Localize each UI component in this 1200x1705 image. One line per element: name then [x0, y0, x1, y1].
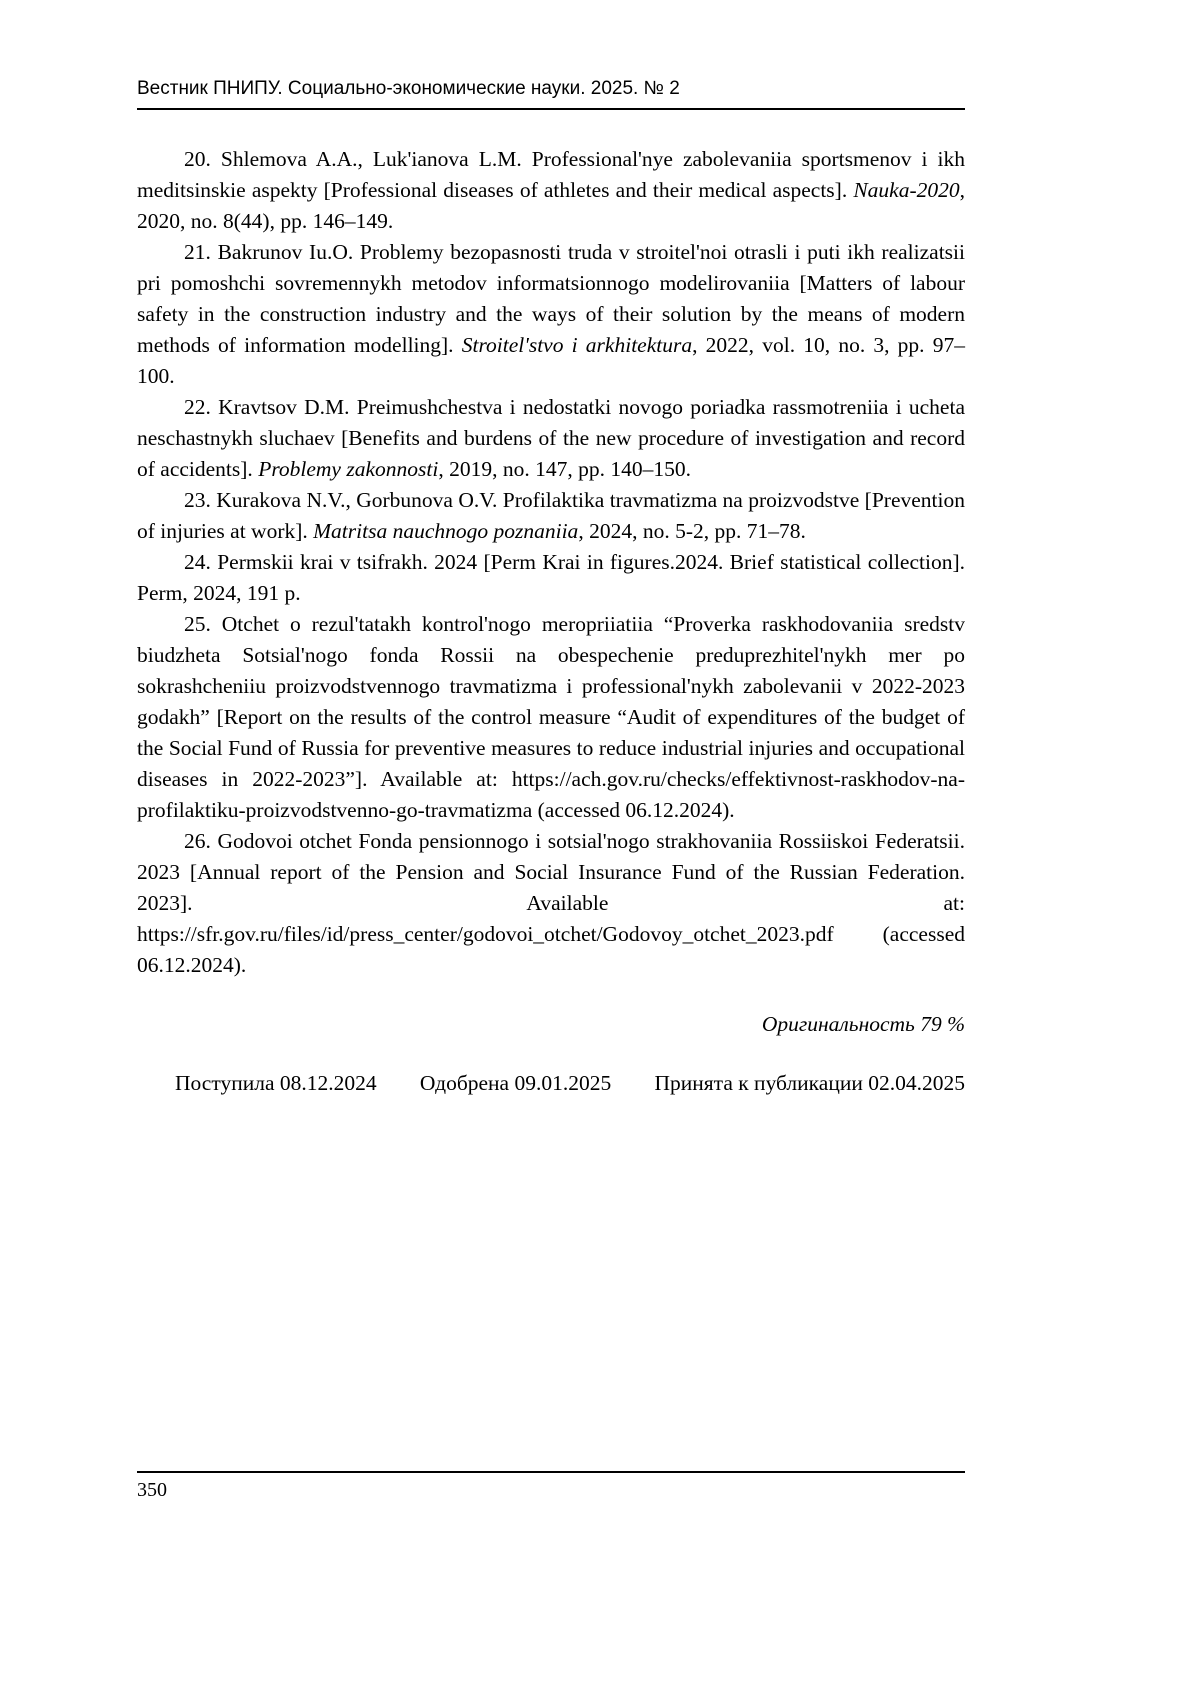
reference-item-21 — [137, 237, 965, 392]
journal-title-italic: Problemy zakonnosti — [258, 457, 439, 481]
reference-item-24 — [137, 547, 965, 609]
reference-text: 22. Kravtsov D.M. Preimushchestva i nedostatki novogo poriadka rassmotreniia i ucheta neschastnykh sluchaev [Benefits and burdens of the new procedure of investigation and record of accidents]. — [137, 395, 965, 481]
reference-text: , 2020, no. 8(44), pp. 146–149. — [137, 178, 965, 233]
reference-text: 26. Godovoi otchet Fonda pensionnogo i sotsial'nogo strakhovaniia Rossiiskoi Federatsii. 2023 [Annual report of the Pension and Social Insurance Fund of the Russian Federation. 2023]. Available at: https://sfr.gov.ru/files/id/press_center/godovoi_otchet/Godovoy_otchet_2023.pdf (accessed 06.12.2024). — [137, 829, 965, 977]
reference-text: 23. Kurakova N.V., Gorbunova O.V. Profilaktika travmatizma na proizvodstve [Prevention of injuries at work]. — [137, 488, 965, 543]
reference-item-26 — [137, 826, 965, 981]
references-list — [137, 144, 965, 981]
article-dates — [137, 1068, 965, 1099]
reference-item-23 — [137, 485, 965, 547]
reference-text: 21. Bakrunov Iu.O. Problemy bezopasnosti truda v stroitel'noi otrasli i puti ikh realizatsii pri pomoshchi sovremennykh metodov informatsionnogo modelirovaniia [Matters of labour safety in the construction industry and the ways of their solution by the means of modern methods of information modelling]. — [137, 240, 965, 357]
running-head: Вестник ПНИПУ. Социально-экономические науки. 2025. № 2 — [137, 78, 965, 110]
date-received: Поступила 08.12.2024 — [175, 1071, 377, 1095]
originality-note: Оригинальность 79 % — [761, 1012, 965, 1036]
reference-text: 24. Permskii krai v tsifrakh. 2024 [Perm Krai in figures.2024. Brief statistical collection]. Perm, 2024, 191 p. — [137, 550, 965, 605]
journal-title-italic: Nauka-2020 — [853, 178, 960, 202]
journal-title-italic: Stroitel'stvo i arkhitektura — [461, 333, 693, 357]
reference-text: 20. Shlemova A.A., Luk'ianova L.M. Professional'nye zabolevaniia sportsmenov i ikh meditsinskie aspekty [Professional diseases of athletes and their medical aspects]. — [137, 147, 965, 202]
reference-text: , 2022, vol. 10, no. 3, pp. 97–100. — [137, 333, 965, 388]
reference-text: 25. Otchet o rezul'tatakh kontrol'nogo meropriiatiia “Proverka raskhodovaniia sredstv biudzheta Sotsial'nogo fonda Rossii na obespechenie preduprezhitel'nykh mer po sokrashcheniiu proizvodstvennogo travmatizma i professional'nykh zabolevanii v 2022-2023 godakh” [Report on the results of the control measure “Audit of expenditures of the budget of the Social Fund of Russia for preventive measures to reduce industrial injuries and occupational diseases in 2022-2023”]. Available at: https://ach.gov.ru/checks/effektivnost-raskhodov-na-profilaktiku-proizvodstvenno-go-travmatizma (accessed 06.12.2024). — [137, 612, 965, 822]
reference-item-20 — [137, 144, 965, 237]
reference-item-25 — [137, 609, 965, 826]
reference-item-22 — [137, 392, 965, 485]
reference-text: , 2019, no. 147, pp. 140–150. — [438, 457, 691, 481]
date-accepted: Принята к публикации 02.04.2025 — [654, 1071, 965, 1095]
reference-text: , 2024, no. 5-2, pp. 71–78. — [578, 519, 806, 543]
journal-title-italic: Matritsa nauchnogo poznaniia — [313, 519, 579, 543]
date-approved: Одобрена 09.01.2025 — [419, 1071, 612, 1095]
page-number: 350 — [137, 1479, 167, 1501]
page-content — [137, 0, 965, 1099]
page-footer — [137, 1471, 965, 1502]
